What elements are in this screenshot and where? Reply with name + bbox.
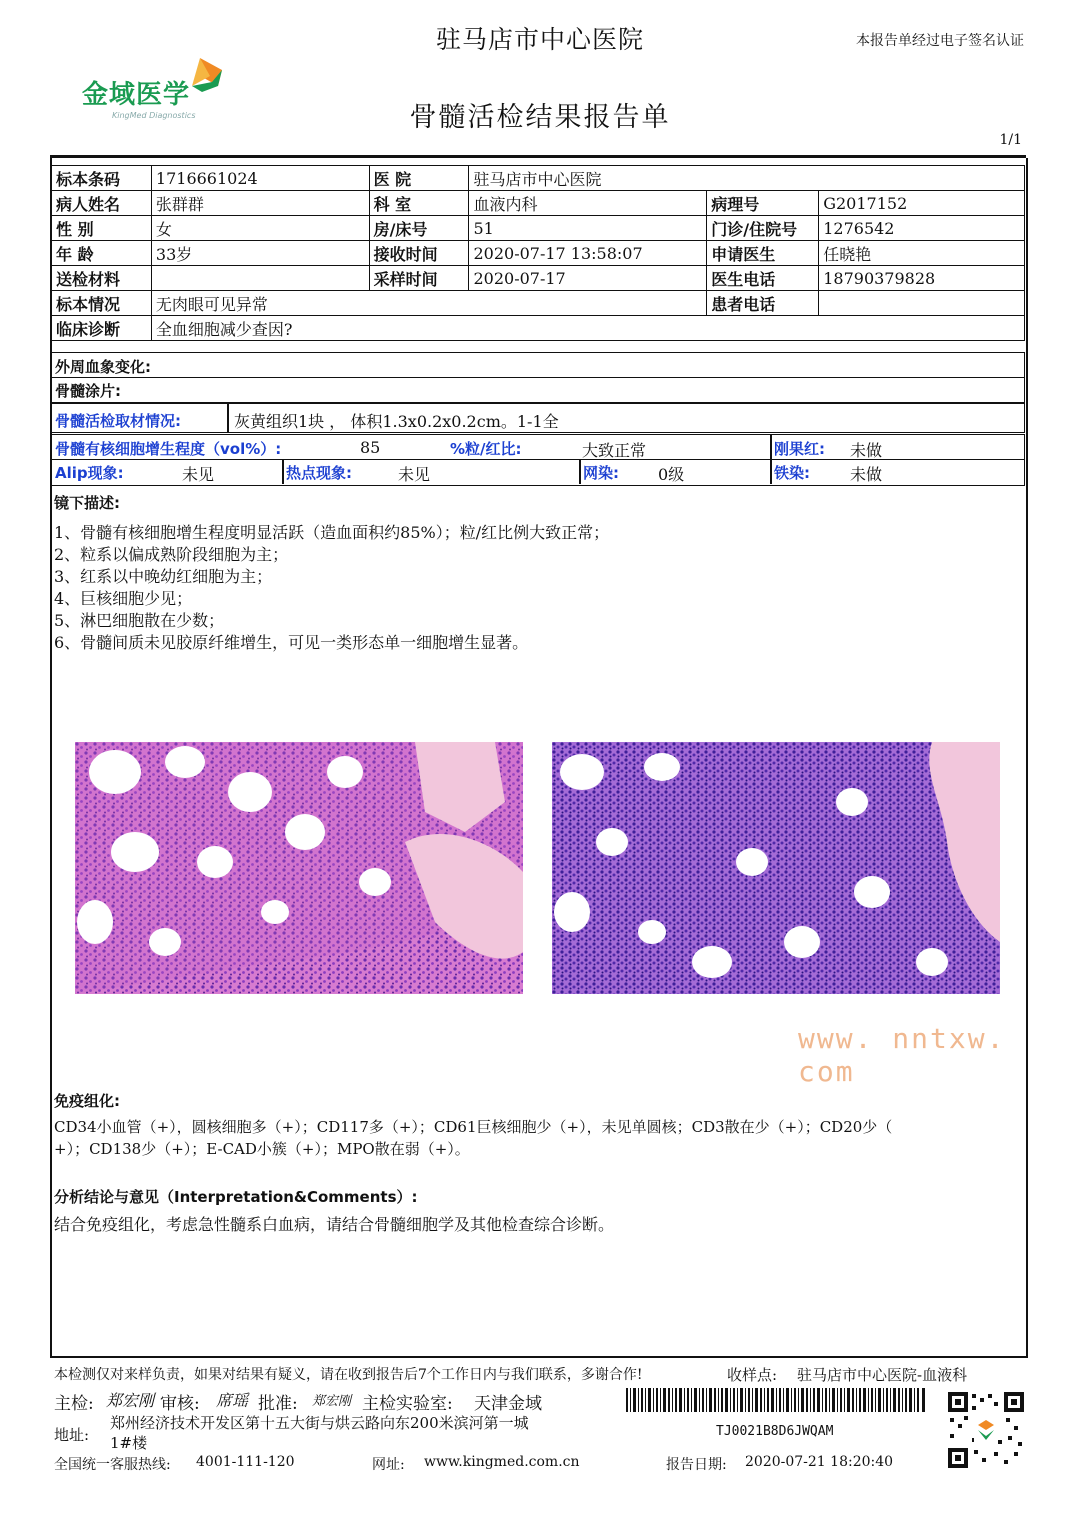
collection-label: 收样点: [727,1366,778,1384]
iron-stain-value: 未做 [850,465,883,484]
watermark: www. nntxw. com [798,1022,1006,1088]
table-row [52,266,1025,291]
alip-value: 未见 [182,465,215,484]
logo-text: 金域医学 [82,80,191,110]
barcode-text: TJ0021B8D6JWQAM [716,1424,834,1439]
patient-info-table [51,165,1025,341]
divider [579,459,581,484]
address-line: 郑州经济技术开发区第十五大街与烘云路向东200米滨河第一城 [110,1414,529,1432]
ratio-value: 大致正常 [582,441,647,460]
approver-signature: 郑宏刚 [312,1394,352,1409]
logo-subtext: KingMed Diagnostics [112,111,196,120]
marrow-smear-row [51,377,1025,403]
table-row [52,316,1025,341]
reviewer-signature: 席瑶 [216,1391,249,1410]
value-sampling-time: 2020-07-17 [469,266,707,291]
proliferation-label: 骨髓有核细胞增生程度（vol%）: [55,440,282,458]
ihc-line: CD34小血管（+），圆核细胞多（+）；CD117多（+）；CD61巨核细胞少（+），未见单圆核；CD3散在少（+）；CD20少（ [54,1118,893,1136]
conclusion-title: 分析结论与意见（Interpretation&Comments）: [54,1188,418,1206]
iron-stain-label: 铁染: [774,464,810,482]
report-title: 骨髓活检结果报告单 [409,102,671,133]
hotspot-value: 未见 [398,465,431,484]
value-specimen-status: 无肉眼可见异常 [151,291,706,316]
ihc-title: 免疫组化: [54,1092,120,1110]
website-link[interactable]: www.kingmed.com.cn [424,1454,580,1470]
hotline-value: 4001-111-120 [196,1454,295,1470]
table-row [52,216,1025,241]
esign-note: 本报告单经过电子签名认证 [856,33,1024,49]
peripheral-blood-row [51,352,1025,378]
lab-value: 天津金域 [474,1394,542,1414]
label-clinical-diagnosis: 临床诊断 [52,316,152,341]
label-sampling-time: 采样时间 [369,266,469,291]
hotline-label: 全国统一客服热线: [54,1457,171,1473]
value-patient-name: 张群群 [151,191,369,216]
label-hospital: 医 院 [369,166,469,191]
report-date-value: 2020-07-21 18:20:40 [745,1454,894,1470]
reticulin-value: 0级 [658,465,685,484]
divider [282,459,284,484]
page-number: 1/1 [999,132,1022,148]
microscopy-line: 2、粒系以偏成熟阶段细胞为主； [54,545,289,564]
microscopy-line: 4、巨核细胞少见； [54,589,193,608]
label-received-time: 接收时间 [369,241,469,266]
alip-row [51,459,1025,486]
divider [770,435,772,459]
microscopy-title: 镜下描述: [54,494,120,512]
congo-red-value: 未做 [850,441,883,460]
value-clinical-diagnosis: 全血细胞减少查因? [151,316,1024,341]
peripheral-blood-label: 外周血象变化: [55,358,151,376]
reviewer-label: 审核: [160,1394,200,1414]
chief-examiner-label: 主检: [54,1394,94,1414]
barcode-icon [626,1388,926,1412]
value-pathology-no: G2017152 [819,191,1025,216]
report-date-label: 报告日期: [666,1457,727,1473]
microscopy-line: 1、骨髓有核细胞增生程度明显活跃（造血面积约85%）；粒/红比例大致正常； [54,523,610,542]
value-hospital: 驻马店市中心医院 [469,166,1025,191]
address-line: 1#楼 [110,1434,148,1452]
value-sex: 女 [151,216,369,241]
micrograph-image-left [75,742,523,994]
proliferation-row [51,434,1025,460]
conclusion-text: 结合免疫组化，考虑急性髓系白血病，请结合骨髓细胞学及其他检查综合诊断。 [54,1215,615,1234]
microscopy-line: 3、红系以中晚幼红细胞为主； [54,567,273,586]
microscopy-line: 6、骨髓间质未见胶原纤维增生，可见一类形态单一细胞增生显著。 [54,633,529,652]
biopsy-label: 骨髓活检取材情况: [55,412,181,430]
biopsy-row [51,403,1025,433]
value-received-time: 2020-07-17 13:58:07 [469,241,707,266]
divider [227,404,229,432]
value-patient-phone [819,291,1025,316]
congo-red-label: 刚果红: [774,440,825,458]
collection-value: 驻马店市中心医院-血液科 [797,1366,968,1384]
disclaimer-text: 本检测仅对来样负责，如果对结果有疑义，请在收到报告后7个工作日内与我们联系，多谢合作! [54,1367,643,1383]
label-room-bed: 房/床号 [369,216,469,241]
qr-code-icon [948,1392,1024,1468]
biopsy-value: 灰黄组织1块 ， 体积1.3x0.2x0.2cm。1-1全 [234,412,559,431]
label-specimen-barcode: 标本条码 [52,166,152,191]
website-label: 网址: [372,1457,405,1473]
table-row [52,241,1025,266]
label-sex: 性 别 [52,216,152,241]
hotspot-label: 热点现象: [286,464,352,482]
divider [770,459,772,484]
proliferation-value: 85 [360,438,381,457]
label-specimen-status: 标本情况 [52,291,152,316]
label-patient-phone: 患者电话 [707,291,819,316]
label-doctor-phone: 医生电话 [707,266,819,291]
approver-label: 批准: [258,1394,298,1414]
value-room-bed: 51 [469,216,707,241]
label-patient-name: 病人姓名 [52,191,152,216]
label-admission-no: 门诊/住院号 [707,216,819,241]
hospital-title: 驻马店市中心医院 [435,25,644,54]
value-department: 血液内科 [469,191,707,216]
value-specimen-barcode: 1716661024 [151,166,369,191]
alip-label: Alip现象: [55,464,124,482]
ratio-label: %粒/红比: [450,440,522,458]
label-requesting-doctor: 申请医生 [707,241,819,266]
table-row [52,191,1025,216]
value-age: 33岁 [151,241,369,266]
ihc-line: +）；CD138少（+）；E-CAD小簇（+）；MPO散在弱（+）。 [54,1140,470,1158]
chief-signature: 郑宏刚 [106,1391,155,1410]
value-admission-no: 1276542 [819,216,1025,241]
label-pathology-no: 病理号 [707,191,819,216]
address-label: 地址: [54,1426,90,1444]
label-department: 科 室 [369,191,469,216]
reticulin-label: 网染: [583,464,619,482]
value-requesting-doctor: 任晓艳 [819,241,1025,266]
label-age: 年 龄 [52,241,152,266]
lab-label: 主检实验室: [362,1394,453,1414]
marrow-smear-label: 骨髓涂片: [55,382,121,400]
table-row [52,166,1025,191]
table-row [52,291,1025,316]
value-doctor-phone: 18790379828 [819,266,1025,291]
microscopy-line: 5、淋巴细胞散在少数； [54,611,225,630]
label-material: 送检材料 [52,266,152,291]
value-material [151,266,369,291]
micrograph-image-right [552,742,1000,994]
